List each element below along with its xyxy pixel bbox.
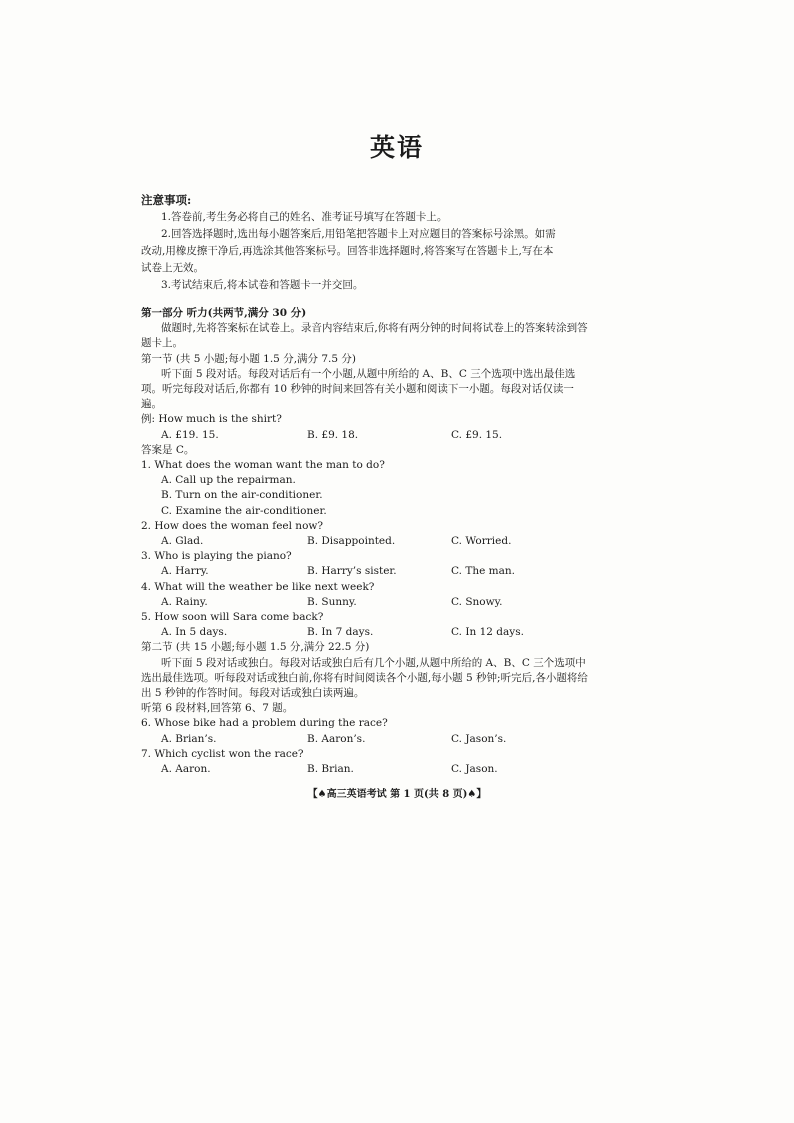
option-a: A. £19. 15. (161, 428, 219, 441)
question-5: 5. How soon will Sara come back? (141, 611, 324, 623)
option-b: B. Harry’s sister. (307, 565, 397, 578)
option-a: A. Glad. (161, 535, 204, 548)
spade-icon-left: 【♠ (307, 789, 327, 800)
option-c: C. £9. 15. (451, 428, 503, 441)
option-c: C. The man. (451, 565, 515, 578)
option-b: B. In 7 days. (307, 626, 374, 639)
q3-options (141, 564, 591, 579)
q7-options (141, 762, 591, 777)
option-a: A. Brian’s. (161, 732, 217, 745)
question-3: 3. Who is playing the piano? (141, 550, 292, 563)
notice-heading: 注意事项: (141, 193, 192, 207)
option-b: B. Sunny. (307, 595, 357, 608)
question-4: 4. What will the weather be like next week? (141, 580, 375, 593)
part1-intro: 做题时,先将答案标在试卷上。录音内容结束后,你将有两分钟的时间将试卷上的答案转涂到答题卡上。 (141, 322, 588, 350)
option-c: C. Jason. (451, 763, 498, 775)
section2-heading: 第二节 (共 15 小题;每小题 1.5 分,满分 22.5 分) (141, 641, 370, 654)
section1-heading: 第一节 (共 5 小题;每小题 1.5 分,满分 7.5 分) (141, 352, 357, 365)
example-question: 例: How much is the shirt? (141, 413, 282, 426)
option-a: A. Rainy. (161, 595, 208, 608)
question-6: 6. Whose bike had a problem during the race? (141, 717, 388, 730)
option-a: A. Harry. (161, 565, 209, 578)
listening-part (141, 306, 591, 777)
notice-block (141, 192, 561, 294)
example-answer: 答案是 C。 (141, 443, 195, 456)
option-c: C. Worried. (451, 535, 512, 548)
section2-intro: 听下面 5 段对话或独白。每段对话或独白后有几个小题,从题中所给的 A、B、C 三个选项中选出最佳选项。听每段对话或独白前,你将有时间阅读各个小题,每小题 5 秒钟;听完后,各小题将给出 5 秒钟的作答时间。每段对话或独白读两遍。 (141, 656, 588, 699)
footer-text: 高三英语考试 第 1 页(共 8 页) (326, 789, 468, 800)
option-c: C. In 12 days. (451, 626, 524, 639)
notice-item-1: 1.答卷前,考生务必将自己的姓名、准考证号填写在答题卡上。 (161, 211, 448, 223)
option-b: B. Disappointed. (307, 535, 396, 548)
page-footer (0, 785, 794, 800)
q5-options (141, 625, 591, 640)
q1-option-a: A. Call up the repairman. (161, 474, 296, 487)
option-c: C. Jason’s. (451, 732, 507, 745)
section1-intro: 听下面 5 段对话。每段对话后有一个小题,从题中所给的 A、B、C 三个选项中选出最佳选项。听完每段对话后,你都有 10 秒钟的时间来回答有关小题和阅读下一小题。每段对话仅读一遍。 (141, 367, 576, 411)
page-title: 英语 (369, 133, 424, 162)
option-b: B. £9. 18. (307, 428, 359, 441)
spade-icon-right: ♠】 (467, 789, 487, 800)
notice-item-2: 2.回答选择题时,选出每小题答案后,用铅笔把答题卡上对应题目的答案标号涂黑。如需改动,用橡皮擦干净后,再选涂其他答案标号。回答非选择题时,将答案写在答题卡上,写在本试卷上无效。 (141, 228, 556, 274)
option-b: B. Aaron’s. (307, 732, 366, 745)
option-a: A. In 5 days. (161, 626, 228, 639)
option-a: A. Aaron. (161, 763, 211, 775)
question-1: 1. What does the woman want the man to do? (141, 459, 385, 472)
q1-option-c: C. Examine the air-conditioner. (161, 504, 327, 517)
option-b: B. Brian. (307, 763, 354, 775)
q2-options (141, 534, 591, 549)
example-options (141, 428, 591, 443)
q1-option-b: B. Turn on the air-conditioner. (161, 489, 323, 502)
part1-heading: 第一部分 听力(共两节,满分 30 分) (141, 307, 307, 319)
notice-item-3: 3.考试结束后,将本试卷和答题卡一并交回。 (161, 279, 364, 291)
q4-options (141, 595, 591, 610)
option-c: C. Snowy. (451, 595, 503, 608)
material-note: 听第 6 段材料,回答第 6、7 题。 (141, 702, 294, 715)
question-7: 7. Which cyclist won the race? (141, 747, 304, 760)
question-2: 2. How does the woman feel now? (141, 519, 324, 532)
q6-options (141, 732, 591, 747)
